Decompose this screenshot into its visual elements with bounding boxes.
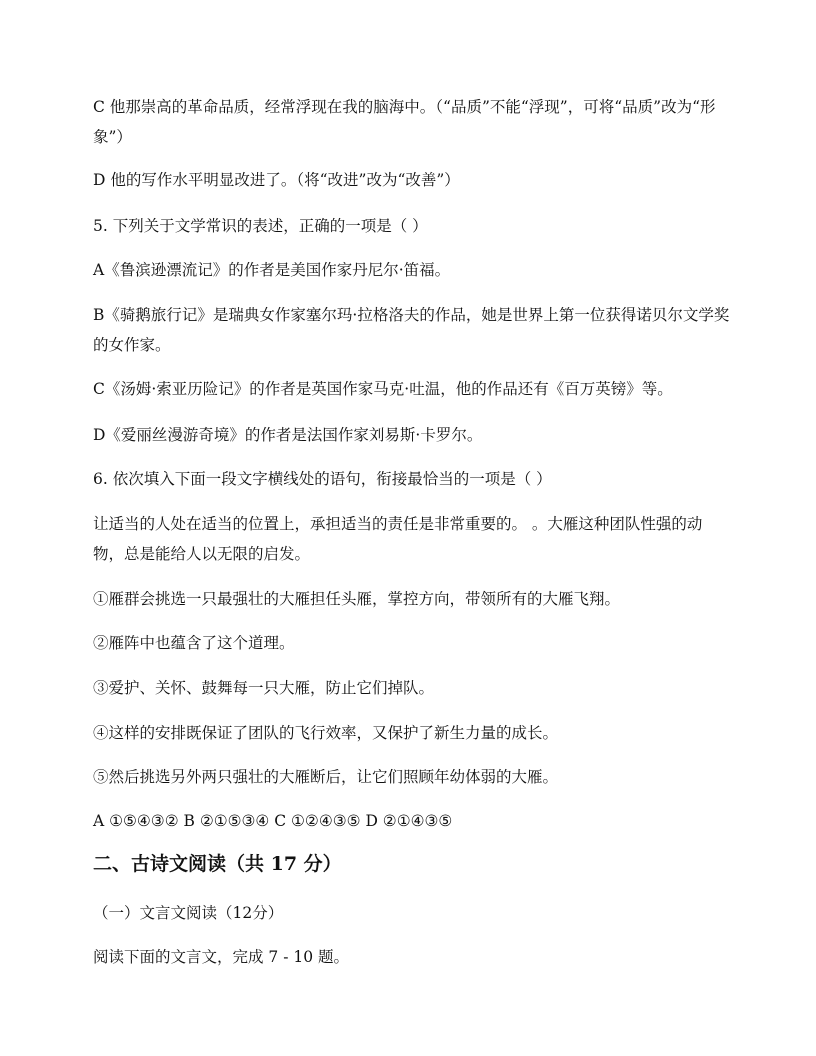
q6-sentence-3: ③爱护、关怀、鼓舞每一只大雁，防止它们掉队。 [93,679,435,697]
reading-instruction: 阅读下面的文言文，完成 7 - 10 题。 [93,948,350,966]
q4-option-c: C 他那崇高的革命品质，经常浮现在我的脑海中。（“品质”不能“浮现”，可将“品质”改为“形象”） [93,98,716,146]
q6-passage: 让适当的人处在适当的位置上，承担适当的责任是非常重要的。 。大雁这种团队性强的动物，总是能给人以无限的启发。 [93,515,703,563]
q6-sentence-1: ①雁群会挑选一只最强壮的大雁担任头雁，掌控方向，带领所有的大雁飞翔。 [93,590,621,608]
section-2-heading: 二、古诗文阅读（共 17 分） [93,853,342,875]
question-6: 6. 依次填入下面一段文字横线处的语句，衔接最恰当的一项是（ ） [93,470,552,488]
q5-option-d: D《爱丽丝漫游奇境》的作者是法国作家刘易斯·卡罗尔。 [93,426,483,444]
q5-option-c: C《汤姆·索亚历险记》的作者是英国作家马克·吐温，他的作品还有《百万英镑》等。 [93,380,673,398]
q6-sentence-4: ④这样的安排既保证了团队的飞行效率，又保护了新生力量的成长。 [93,724,559,742]
q5-option-a: A《鲁滨逊漂流记》的作者是美国作家丹尼尔·笛福。 [93,261,451,279]
q4-option-d: D 他的写作水平明显改进了。（将“改进”改为“改善”） [93,171,460,189]
q6-sentence-2: ②雁阵中也蕴含了这个道理。 [93,634,295,652]
q6-answer-options: A ①⑤④③② B ②①⑤③④ C ①②④③⑤ D ②①④③⑤ [93,812,453,830]
subsection-1-heading: （一）文言文阅读（12分） [93,904,284,922]
question-5: 5. 下列关于文学常识的表述，正确的一项是（ ） [93,217,428,235]
q5-option-b: B《骑鹅旅行记》是瑞典女作家塞尔玛·拉格洛夫的作品，她是世界上第一位获得诺贝尔文学奖的女作家。 [93,306,730,354]
q6-sentence-5: ⑤然后挑选另外两只强壮的大雁断后，让它们照顾年幼体弱的大雁。 [93,768,559,786]
